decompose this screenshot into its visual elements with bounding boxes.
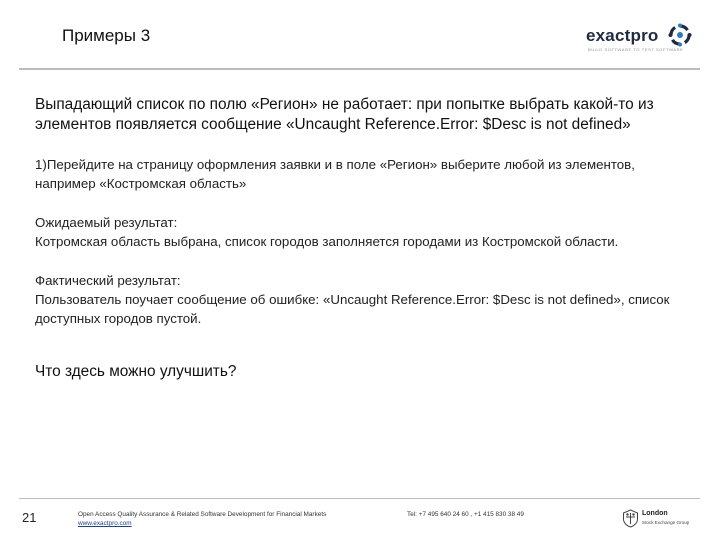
slide-content	[35, 95, 690, 382]
exactpro-logo	[586, 20, 696, 54]
expected-result	[35, 213, 690, 251]
footer-description: Open Access Quality Assurance & Related Software Development for Financial Markets	[78, 511, 327, 518]
footer-divider	[19, 498, 700, 499]
logo-tagline: BUILD SOFTWARE TO TEST SOFTWARE	[588, 47, 684, 52]
partner-subtitle: Stock Exchange Group	[642, 520, 690, 525]
header-divider	[19, 68, 700, 70]
actual-result-text: Пользователь поучает сообщение об ошибке: «Uncaught Reference.Error: $Desc is not defined», список доступных городов пустой.	[35, 292, 670, 326]
expected-result-label: Ожидаемый результат:	[35, 215, 178, 230]
website-link[interactable]: www.exactpro.com	[78, 520, 132, 527]
actual-result-label: Фактический результат:	[35, 273, 181, 288]
slide-title: Примеры 3	[62, 26, 151, 45]
bug-summary: Выпадающий список по полю «Регион» не работает: при попытке выбрать какой-то из элементов появляется сообщение «Uncaught Reference.Error: $Desc is not defined»	[35, 96, 654, 133]
actual-result	[35, 271, 690, 328]
lse-crest-icon	[622, 509, 639, 528]
expected-result-text: Котромская область выбрана, список городов заполняется городами из Костромской области.	[35, 234, 619, 249]
logo-text: exactpro	[586, 26, 659, 45]
partner-name: London	[642, 510, 668, 517]
footer-phones: Tel: +7 495 640 24 60 , +1 415 830 38 49	[407, 511, 524, 518]
exactpro-logo-mark-icon	[668, 23, 692, 47]
reproduction-steps: 1)Перейдите на страницу оформления заявки и в поле «Регион» выберите любой из элементов, например «Костромская область»	[35, 157, 635, 191]
page-number: 21	[22, 510, 37, 525]
question: Что здесь можно улучшить?	[35, 363, 237, 380]
